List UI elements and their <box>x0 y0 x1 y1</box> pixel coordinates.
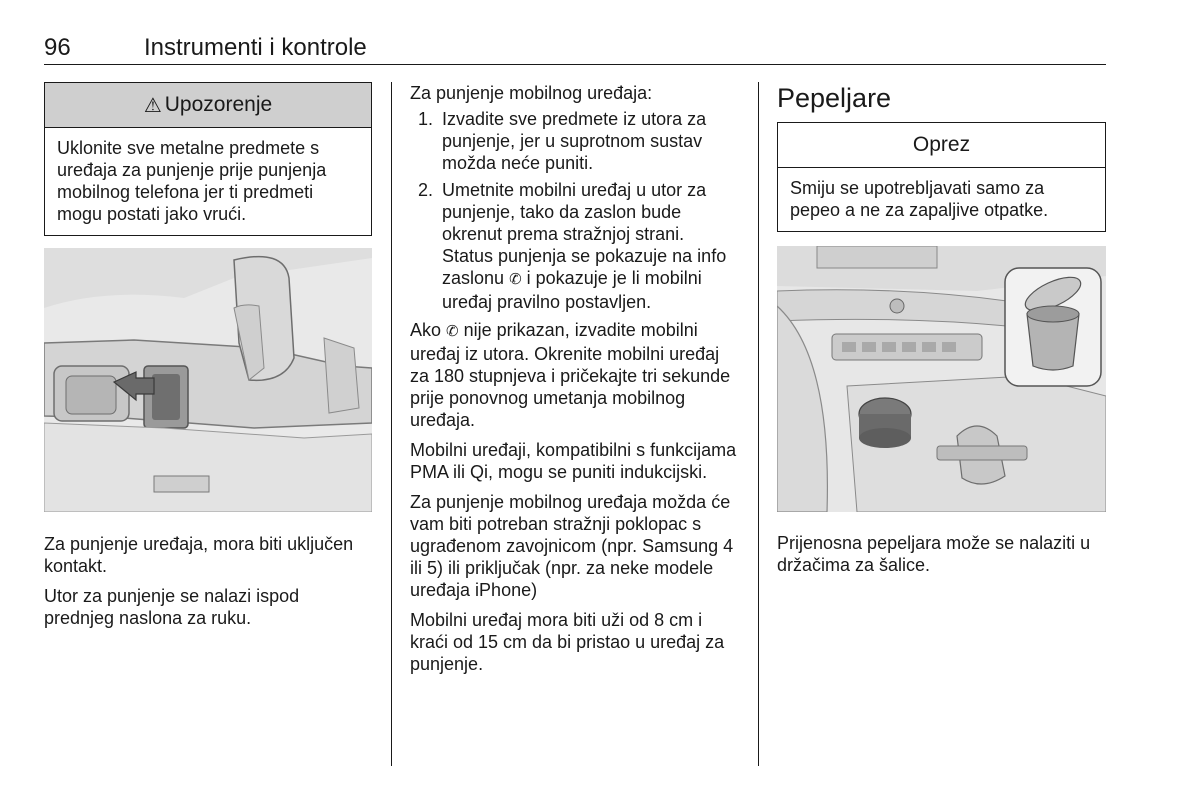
list-item <box>410 179 740 313</box>
list-item <box>410 108 740 174</box>
paragraph: Prijenosna pepeljara može se nalaziti u držačima za šalice. <box>777 533 1091 575</box>
step-text: Izvadite sve predmete iz utora za punjenje, jer u suprotnom sustav možda neće puniti. <box>442 109 707 173</box>
paragraph <box>410 319 740 431</box>
steps-list <box>410 108 740 313</box>
paragraph: Za punjenje uređaja, mora biti uključen kontakt. <box>44 534 354 576</box>
paragraph-text: Ako <box>410 320 442 340</box>
section-heading: Pepeljare <box>777 83 892 113</box>
page-number: 96 <box>44 34 71 61</box>
wireless-charging-icon: ✆ <box>509 271 522 288</box>
warning-box <box>44 82 372 236</box>
step-text: i pokazuje je li mobilni uređaj pravilno postavljen. <box>442 268 702 312</box>
column-divider <box>758 82 759 766</box>
caution-text: Smiju se upotrebljavati samo za pepeo a ne za zapaljive otpatke. <box>790 178 1049 220</box>
caution-title: Oprez <box>912 133 971 156</box>
paragraph: Utor za punjenje se nalazi ispod prednjeg naslona za ruku. <box>44 586 300 628</box>
step-text: Umetnite mobilni uređaj u utor za punjenje, tako da zaslon bude okrenut prema stražnjoj strani. Status punjenja se pokazuje na info zaslonu <box>442 180 727 288</box>
column-middle <box>410 82 740 683</box>
paragraph: Mobilni uređaj mora biti uži od 8 cm i kraći od 15 cm da bi pristao u uređaj za punjenje. <box>410 610 725 674</box>
wireless-charging-icon: ✆ <box>446 323 459 340</box>
paragraph: Za punjenje mobilnog uređaja možda će vam biti potreban stražnji poklopac s ugrađenom zavojnicom (npr. Samsung 4 ili 5) ili priključak (npr. za neke modele uređaja iPhone) <box>410 492 734 600</box>
step-number: 1. <box>418 109 434 129</box>
step-number: 2. <box>418 180 434 200</box>
page-header <box>44 34 1106 65</box>
charging-slot-illustration <box>44 248 372 512</box>
paragraph-text: nije prikazan, izvadite mobilni uređaj iz utora. Okrenite mobilni uređaj za 180 stupnjeva i pričekajte tri sekunde prije ponovnog umetanja mobilnog uređaja. <box>410 320 731 430</box>
section-title: Instrumenti i kontrole <box>144 34 367 61</box>
paragraph: Za punjenje mobilnog uređaja: <box>410 83 653 103</box>
caution-box <box>777 122 1106 232</box>
ashtray-illustration <box>777 246 1106 512</box>
column-left <box>44 82 372 637</box>
column-right <box>777 82 1106 584</box>
caution-header <box>778 123 1105 168</box>
warning-text: Uklonite sve metalne predmete s uređaja za punjenje prije punjenja mobilnog telefona jer ti predmeti mogu postati jako vrući. <box>57 138 327 224</box>
column-divider <box>391 82 392 766</box>
paragraph: Mobilni uređaji, kompatibilni s funkcijama PMA ili Qi, mogu se puniti indukcijski. <box>410 440 737 482</box>
warning-triangle-icon: ⚠ <box>143 94 162 117</box>
warning-header <box>45 83 371 128</box>
warning-title: Upozorenje <box>164 93 273 116</box>
